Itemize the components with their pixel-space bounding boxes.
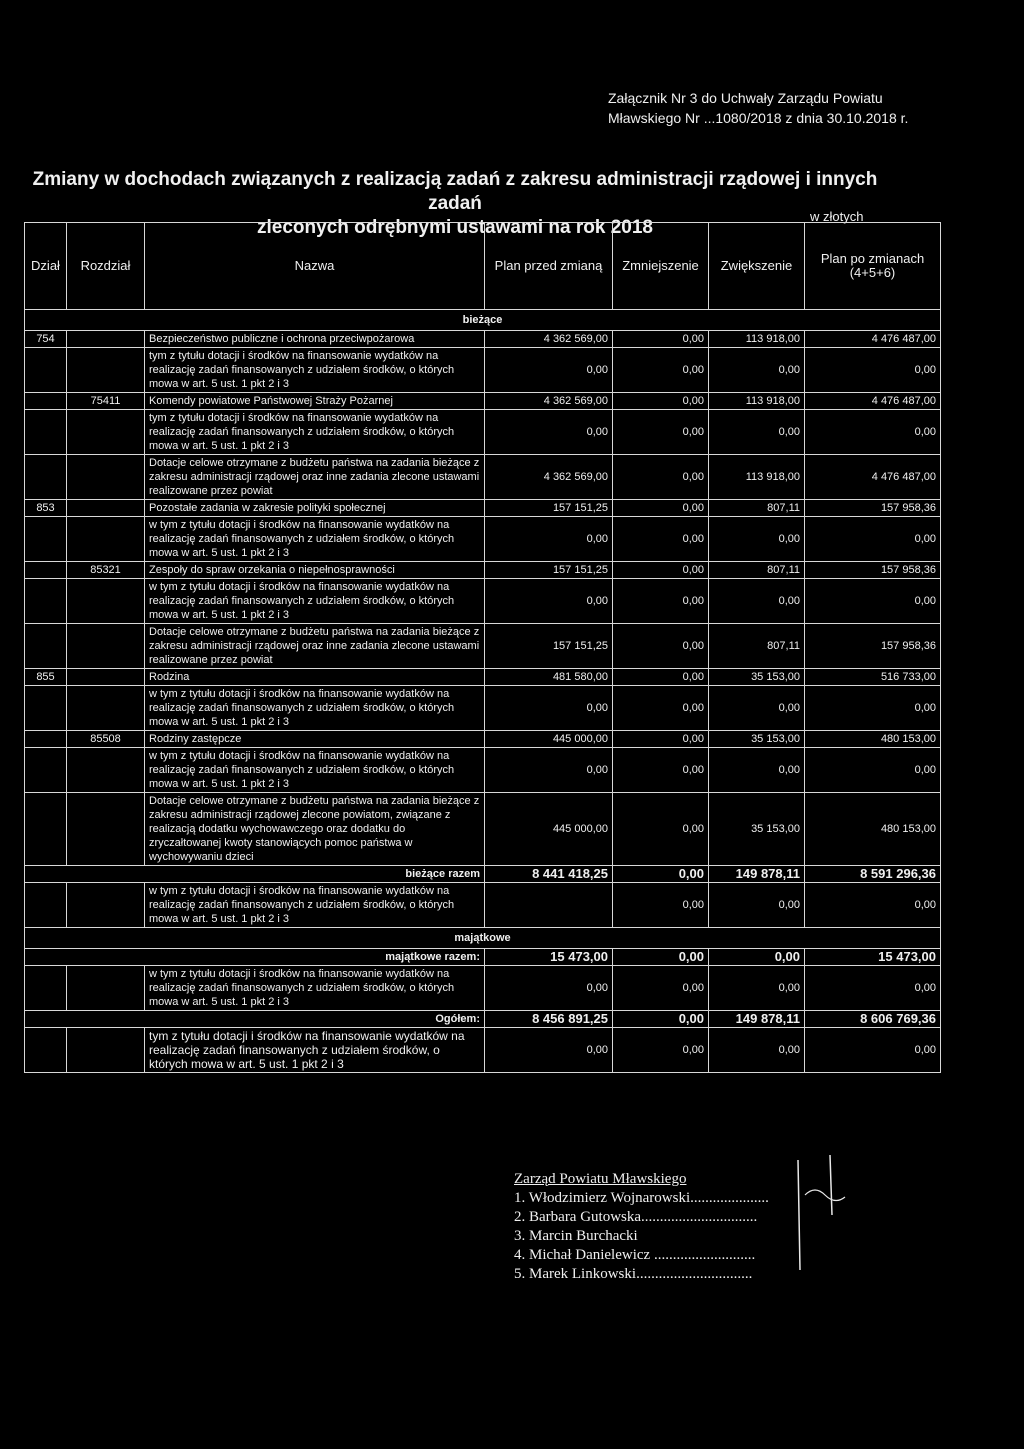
row-dzial: 855 bbox=[25, 669, 67, 686]
table-row bbox=[25, 669, 941, 686]
row-po: 0,00 bbox=[805, 348, 941, 393]
row-plan: 157 151,25 bbox=[485, 562, 613, 579]
row-minus: 0,00 bbox=[613, 393, 709, 410]
row-po: 0,00 bbox=[805, 579, 941, 624]
table-row bbox=[25, 348, 941, 393]
row-name: tym z tytułu dotacji i środków na finansowanie wydatków na realizację zadań finansowanych z udziałem środków, o których mowa w art. 5 ust. 1 pkt 2 i 3 bbox=[145, 410, 485, 455]
col-rozdzial: Rozdział bbox=[67, 223, 145, 310]
majatkowe-sub-row bbox=[25, 966, 941, 1011]
row-po: 0,00 bbox=[805, 966, 941, 1011]
col-zmniejszenie: Zmniejszenie bbox=[613, 223, 709, 310]
row-plan: 0,00 bbox=[485, 517, 613, 562]
row-po: 4 476 487,00 bbox=[805, 455, 941, 500]
row-name: w tym z tytułu dotacji i środków na finansowanie wydatków na realizację zadań finansowanych z udziałem środków, o których mowa w art. 5 ust. 1 pkt 2 i 3 bbox=[145, 517, 485, 562]
row-plus: 807,11 bbox=[709, 624, 805, 669]
row-minus: 0,00 bbox=[613, 883, 709, 928]
row-plus: 113 918,00 bbox=[709, 393, 805, 410]
row-name: Pozostałe zadania w zakresie polityki społecznej bbox=[145, 500, 485, 517]
board-member-3: 3. Marcin Burchacki bbox=[514, 1228, 638, 1244]
row-plan: 15 473,00 bbox=[485, 949, 613, 966]
table-header-row bbox=[25, 223, 941, 310]
row-plus: 807,11 bbox=[709, 500, 805, 517]
row-name: Dotacje celowe otrzymane z budżetu państwa na zadania bieżące z zakresu administracji rządowej oraz inne zadania zlecone ustawami realizowane przez powiat bbox=[145, 624, 485, 669]
row-plan: 445 000,00 bbox=[485, 731, 613, 748]
row-name: w tym z tytułu dotacji i środków na finansowanie wydatków na realizację zadań finansowanych z udziałem środków, o których mowa w art. 5 ust. 1 pkt 2 i 3 bbox=[145, 966, 485, 1011]
row-po: 0,00 bbox=[805, 686, 941, 731]
row-po: 0,00 bbox=[805, 883, 941, 928]
majatkowe-total-row bbox=[25, 949, 941, 966]
table-row bbox=[25, 562, 941, 579]
row-dzial bbox=[25, 748, 67, 793]
row-rozdzial: 75411 bbox=[67, 393, 145, 410]
row-plus: 0,00 bbox=[709, 883, 805, 928]
row-minus: 0,00 bbox=[613, 1028, 709, 1073]
row-name: tym z tytułu dotacji i środków na finansowanie wydatków na realizację zadań finansowanych z udziałem środków, o których mowa w art. 5 ust. 1 pkt 2 i 3 bbox=[145, 348, 485, 393]
board-member-5: 5. Marek Linkowski............................... bbox=[514, 1266, 753, 1282]
row-po: 8 591 296,36 bbox=[805, 866, 941, 883]
title-line-1: Zmiany w dochodach związanych z realizacją zadań z zakresu administracji rządowej i innych zadań bbox=[32, 169, 878, 214]
table-row bbox=[25, 748, 941, 793]
row-name: w tym z tytułu dotacji i środków na finansowanie wydatków na realizację zadań finansowanych z udziałem środków, o których mowa w art. 5 ust. 1 pkt 2 i 3 bbox=[145, 579, 485, 624]
row-label: Ogółem: bbox=[25, 1011, 485, 1028]
row-rozdzial bbox=[67, 669, 145, 686]
col-plan-przed: Plan przed zmianą bbox=[485, 223, 613, 310]
row-minus: 0,00 bbox=[613, 949, 709, 966]
row-plus: 0,00 bbox=[709, 1028, 805, 1073]
row-plan: 0,00 bbox=[485, 748, 613, 793]
row-rozdzial bbox=[67, 410, 145, 455]
row-name: w tym z tytułu dotacji i środków na finansowanie wydatków na realizację zadań finansowanych z udziałem środków, o których mowa w art. 5 ust. 1 pkt 2 i 3 bbox=[145, 883, 485, 928]
row-plus: 0,00 bbox=[709, 517, 805, 562]
row-minus: 0,00 bbox=[613, 624, 709, 669]
row-minus: 0,00 bbox=[613, 331, 709, 348]
row-minus: 0,00 bbox=[613, 866, 709, 883]
row-dzial bbox=[25, 793, 67, 866]
row-minus: 0,00 bbox=[613, 410, 709, 455]
row-dzial bbox=[25, 455, 67, 500]
row-plan: 0,00 bbox=[485, 579, 613, 624]
row-name: Komendy powiatowe Państwowej Straży Pożarnej bbox=[145, 393, 485, 410]
biezace-total-row bbox=[25, 866, 941, 883]
table-row bbox=[25, 393, 941, 410]
row-minus: 0,00 bbox=[613, 669, 709, 686]
row-minus: 0,00 bbox=[613, 686, 709, 731]
row-name: Rodziny zastępcze bbox=[145, 731, 485, 748]
row-name: w tym z tytułu dotacji i środków na finansowanie wydatków na realizację zadań finansowanych z udziałem środków, o których mowa w art. 5 ust. 1 pkt 2 i 3 bbox=[145, 748, 485, 793]
row-minus: 0,00 bbox=[613, 562, 709, 579]
row-plus: 0,00 bbox=[709, 348, 805, 393]
row-name: Bezpieczeństwo publiczne i ochrona przeciwpożarowa bbox=[145, 331, 485, 348]
row-po: 480 153,00 bbox=[805, 731, 941, 748]
row-plus: 0,00 bbox=[709, 748, 805, 793]
currency-unit: w złotych bbox=[810, 209, 864, 224]
row-po: 0,00 bbox=[805, 1028, 941, 1073]
row-plus: 113 918,00 bbox=[709, 331, 805, 348]
row-minus: 0,00 bbox=[613, 500, 709, 517]
table-row bbox=[25, 793, 941, 866]
table-row bbox=[25, 731, 941, 748]
section-majatkowe bbox=[25, 928, 941, 949]
row-dzial bbox=[25, 410, 67, 455]
row-rozdzial bbox=[67, 624, 145, 669]
board-member-2: 2. Barbara Gutowska............................... bbox=[514, 1209, 758, 1225]
row-plan: 0,00 bbox=[485, 410, 613, 455]
row-plan: 157 151,25 bbox=[485, 624, 613, 669]
row-plus: 35 153,00 bbox=[709, 731, 805, 748]
signature-marks bbox=[790, 1155, 850, 1275]
row-name: Rodzina bbox=[145, 669, 485, 686]
col-nazwa: Nazwa bbox=[145, 223, 485, 310]
table-row bbox=[25, 517, 941, 562]
row-dzial bbox=[25, 393, 67, 410]
row-rozdzial bbox=[67, 793, 145, 866]
row-plus: 0,00 bbox=[709, 949, 805, 966]
ogolem-sub-row bbox=[25, 1028, 941, 1073]
row-rozdzial bbox=[67, 455, 145, 500]
row-minus: 0,00 bbox=[613, 1011, 709, 1028]
row-dzial bbox=[25, 731, 67, 748]
row-rozdzial bbox=[67, 686, 145, 731]
row-po: 480 153,00 bbox=[805, 793, 941, 866]
section-biezace bbox=[25, 310, 941, 331]
board-member-1: 1. Włodzimierz Wojnarowski..................... bbox=[514, 1190, 769, 1206]
row-plan: 8 456 891,25 bbox=[485, 1011, 613, 1028]
row-plus: 149 878,11 bbox=[709, 1011, 805, 1028]
row-plus: 35 153,00 bbox=[709, 669, 805, 686]
col-plan-po: Plan po zmianach (4+5+6) bbox=[805, 223, 941, 310]
table-row bbox=[25, 500, 941, 517]
row-dzial: 853 bbox=[25, 500, 67, 517]
row-plus: 0,00 bbox=[709, 410, 805, 455]
row-minus: 0,00 bbox=[613, 579, 709, 624]
row-po: 0,00 bbox=[805, 517, 941, 562]
row-name: w tym z tytułu dotacji i środków na finansowanie wydatków na realizację zadań finansowanych z udziałem środków, o których mowa w art. 5 ust. 1 pkt 2 i 3 bbox=[145, 686, 485, 731]
row-po: 0,00 bbox=[805, 748, 941, 793]
changes-table bbox=[24, 222, 941, 1073]
row-name: Dotacje celowe otrzymane z budżetu państwa na zadania bieżące z zakresu administracji rządowej oraz inne zadania zlecone ustawami realizowane przez powiat bbox=[145, 455, 485, 500]
row-plan: 157 151,25 bbox=[485, 500, 613, 517]
row-po: 15 473,00 bbox=[805, 949, 941, 966]
table-row bbox=[25, 455, 941, 500]
title-line-2: zleconych odrębnymi ustawami na rok 2018 bbox=[257, 217, 653, 238]
row-plus: 35 153,00 bbox=[709, 793, 805, 866]
row-plan: 8 441 418,25 bbox=[485, 866, 613, 883]
row-po: 516 733,00 bbox=[805, 669, 941, 686]
row-po: 8 606 769,36 bbox=[805, 1011, 941, 1028]
row-rozdzial bbox=[67, 748, 145, 793]
row-rozdzial: 85508 bbox=[67, 731, 145, 748]
biezace-sub-row bbox=[25, 883, 941, 928]
row-plan bbox=[485, 883, 613, 928]
row-dzial bbox=[25, 686, 67, 731]
row-label: bieżące razem bbox=[25, 866, 485, 883]
row-name: Dotacje celowe otrzymane z budżetu państwa na zadania bieżące z zakresu administracji rządowej zlecone powiatom, związane z realizacją dodatku wychowawczego oraz dodatku do zryczałtowanej kwoty stanowiących pomoc państwa w wychowywaniu dzieci bbox=[145, 793, 485, 866]
table-row bbox=[25, 579, 941, 624]
row-minus: 0,00 bbox=[613, 517, 709, 562]
row-name: tym z tytułu dotacji i środków na finansowanie wydatków na realizację zadań finansowanych z udziałem środków, o których mowa w art. 5 ust. 1 pkt 2 i 3 bbox=[145, 1028, 485, 1073]
row-name: Zespoły do spraw orzekania o niepełnosprawności bbox=[145, 562, 485, 579]
row-po: 157 958,36 bbox=[805, 500, 941, 517]
row-rozdzial bbox=[67, 348, 145, 393]
row-dzial bbox=[25, 579, 67, 624]
row-plan: 0,00 bbox=[485, 1028, 613, 1073]
row-rozdzial bbox=[67, 500, 145, 517]
row-po: 0,00 bbox=[805, 410, 941, 455]
section-label: majątkowe bbox=[25, 928, 941, 949]
table-row bbox=[25, 624, 941, 669]
row-plus: 149 878,11 bbox=[709, 866, 805, 883]
table-row bbox=[25, 410, 941, 455]
table-row bbox=[25, 331, 941, 348]
row-rozdzial bbox=[67, 579, 145, 624]
row-dzial bbox=[25, 348, 67, 393]
row-po: 157 958,36 bbox=[805, 562, 941, 579]
row-plan: 0,00 bbox=[485, 348, 613, 393]
row-minus: 0,00 bbox=[613, 731, 709, 748]
row-plan: 4 362 569,00 bbox=[485, 393, 613, 410]
board-signatures bbox=[514, 1170, 769, 1284]
row-minus: 0,00 bbox=[613, 748, 709, 793]
row-po: 4 476 487,00 bbox=[805, 393, 941, 410]
row-plan: 0,00 bbox=[485, 966, 613, 1011]
row-po: 4 476 487,00 bbox=[805, 331, 941, 348]
row-minus: 0,00 bbox=[613, 348, 709, 393]
row-plus: 807,11 bbox=[709, 562, 805, 579]
row-plus: 0,00 bbox=[709, 686, 805, 731]
row-po: 157 958,36 bbox=[805, 624, 941, 669]
row-plus: 113 918,00 bbox=[709, 455, 805, 500]
row-label: majątkowe razem: bbox=[25, 949, 485, 966]
attachment-line-2: Mławskiego Nr ...1080/2018 z dnia 30.10.2018 r. bbox=[608, 110, 909, 126]
ogolem-row bbox=[25, 1011, 941, 1028]
col-zwiekszenie: Zwiększenie bbox=[709, 223, 805, 310]
row-dzial bbox=[25, 517, 67, 562]
row-minus: 0,00 bbox=[613, 793, 709, 866]
row-plan: 4 362 569,00 bbox=[485, 455, 613, 500]
board-title: Zarząd Powiatu Mławskiego bbox=[514, 1171, 687, 1187]
row-plan: 481 580,00 bbox=[485, 669, 613, 686]
row-dzial: 754 bbox=[25, 331, 67, 348]
col-dzial: Dział bbox=[25, 223, 67, 310]
row-plan: 0,00 bbox=[485, 686, 613, 731]
row-dzial bbox=[25, 624, 67, 669]
row-plan: 4 362 569,00 bbox=[485, 331, 613, 348]
row-rozdzial: 85321 bbox=[67, 562, 145, 579]
row-dzial bbox=[25, 562, 67, 579]
attachment-note bbox=[608, 88, 908, 128]
attachment-line-1: Załącznik Nr 3 do Uchwały Zarządu Powiatu bbox=[608, 90, 883, 106]
row-rozdzial bbox=[67, 517, 145, 562]
row-plus: 0,00 bbox=[709, 966, 805, 1011]
table-row bbox=[25, 686, 941, 731]
row-minus: 0,00 bbox=[613, 455, 709, 500]
row-plan: 445 000,00 bbox=[485, 793, 613, 866]
board-member-4: 4. Michał Danielewicz ........................... bbox=[514, 1247, 756, 1263]
section-label: bieżące bbox=[25, 310, 941, 331]
row-minus: 0,00 bbox=[613, 966, 709, 1011]
row-plus: 0,00 bbox=[709, 579, 805, 624]
row-rozdzial bbox=[67, 331, 145, 348]
